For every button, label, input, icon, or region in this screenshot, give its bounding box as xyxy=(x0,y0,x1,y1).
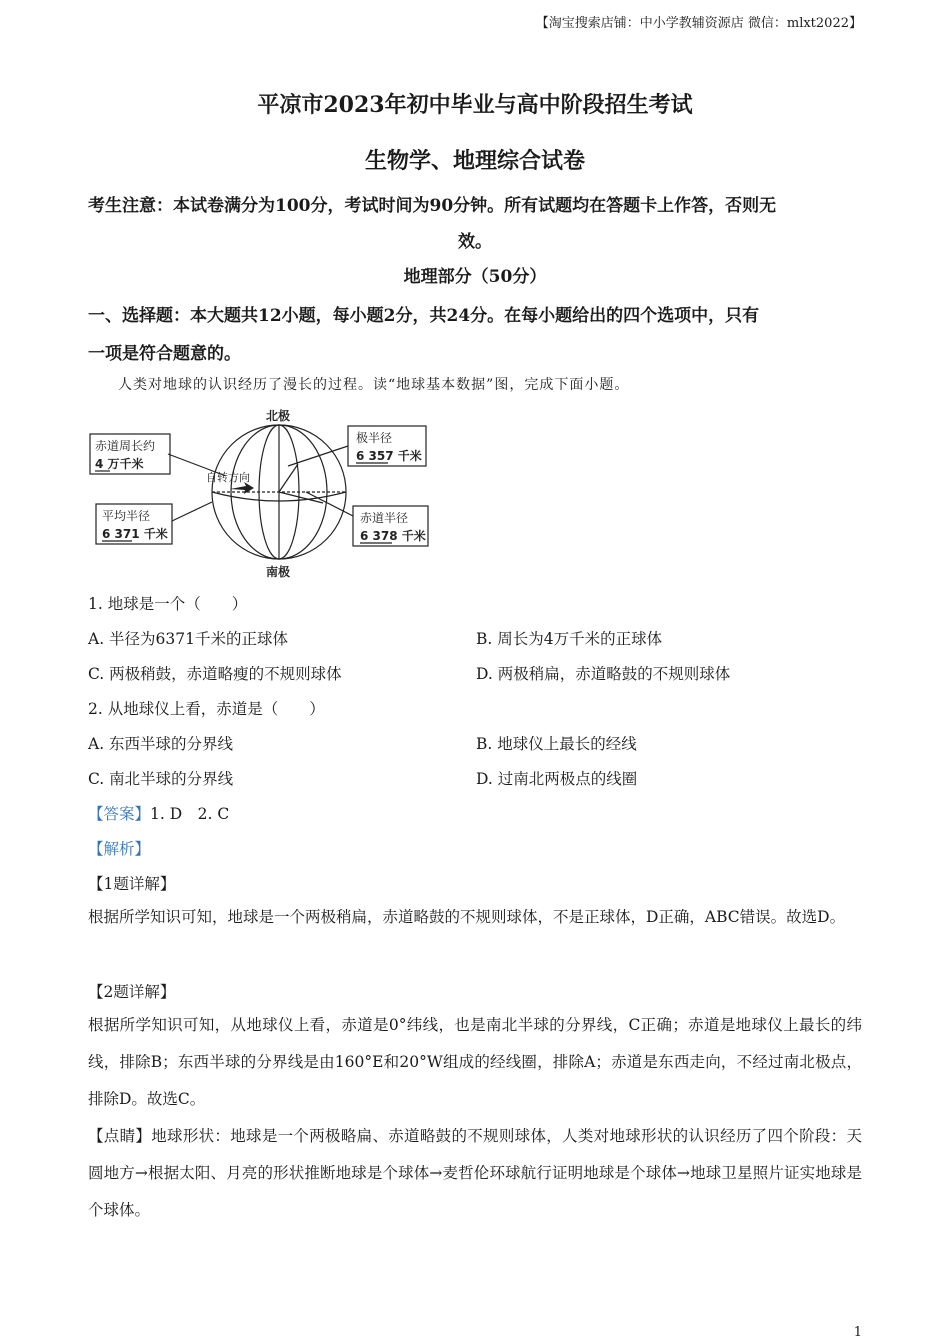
point-text: 地球形状：地球是一个两极略扁、赤道略鼓的不规则球体，人类对地球形状的认识经历了四个阶段：天圆地方→根据太阳、月亮的形状推断地球是个球体→麦哲伦环球航行证明地球是个球体→地球卫星照片证实地球是个球体。 xyxy=(88,1127,862,1219)
section-line-1: 一、选择题：本大题共12小题，每小题2分，共24分。在每小题给出的四个选项中，只有 xyxy=(88,306,760,326)
north-pole-label: 北极 xyxy=(266,409,291,423)
q1-option-d: D. 两极稍扁，赤道略鼓的不规则球体 xyxy=(476,665,731,683)
exam-subtitle: 生物学、地理综合试卷 xyxy=(364,148,585,174)
analysis-tag: 【解析】 xyxy=(88,840,151,858)
south-pole-label: 南极 xyxy=(266,565,291,578)
q1-option-a: A. 半径为6371千米的正球体 xyxy=(88,630,288,648)
box1-line1: 赤道周长约 xyxy=(95,439,156,453)
point-paragraph xyxy=(88,1118,862,1229)
box2-line2: 6 371 千米 xyxy=(102,527,168,541)
notice-line-2: 效。 xyxy=(458,232,492,252)
rotation-label: 自转方向 xyxy=(206,471,250,484)
box4-line1: 赤道半径 xyxy=(360,511,409,525)
section-heading xyxy=(88,297,862,373)
q2-option-c: C. 南北半球的分界线 xyxy=(88,770,234,788)
earth-data-figure xyxy=(88,406,433,578)
q1-option-b: B. 周长为4万千米的正球体 xyxy=(476,630,663,648)
box2-line1: 平均半径 xyxy=(102,509,151,523)
notice-line-1: 考生注意：本试卷满分为100分，考试时间为90分钟。所有试题均在答题卡上作答，否则无 xyxy=(88,196,777,216)
q2-stem: 2. 从地球仪上看，赤道是（ ） xyxy=(88,700,325,718)
q1-option-c: C. 两极稍鼓，赤道略瘦的不规则球体 xyxy=(88,665,342,683)
answer-tag: 【答案】 xyxy=(88,805,151,823)
detail2-tag: 【2题详解】 xyxy=(88,983,176,1001)
detail2-text: 根据所学知识可知，从地球仪上看，赤道是0°纬线，也是南北半球的分界线，C正确；赤道是地球仪上最长的纬线，排除B；东西半球的分界线是由160°E和20°W组成的经线圈，排除A；赤道是东西走向，不经过南北极点，排除D。故选C。 xyxy=(88,1016,862,1108)
page-number: 1 xyxy=(853,1325,862,1340)
box1-line2: 4 万千米 xyxy=(95,457,144,471)
detail1-tag: 【1题详解】 xyxy=(88,875,176,893)
page-header: 【淘宝搜索店铺：中小学教辅资源店 微信：mlxt2022】 xyxy=(535,16,862,31)
q2-option-d: D. 过南北两极点的线圈 xyxy=(476,770,638,788)
exam-title: 平凉市2023年初中毕业与高中阶段招生考试 xyxy=(257,92,693,118)
section-line-2: 一项是符合题意的。 xyxy=(88,344,241,364)
box3-line2: 6 357 千米 xyxy=(356,449,422,463)
point-tag: 【点睛】 xyxy=(88,1127,152,1145)
exam-notice xyxy=(88,188,862,260)
answer-text: 1. D 2. C xyxy=(150,805,230,823)
leader-box2 xyxy=(172,502,212,521)
q2-option-a: A. 东西半球的分界线 xyxy=(88,735,234,753)
q2-option-b: B. 地球仪上最长的经线 xyxy=(476,735,637,753)
question-intro: 人类对地球的认识经历了漫长的过程。读“地球基本数据”图，完成下面小题。 xyxy=(118,377,630,393)
box3-line1: 极半径 xyxy=(356,431,393,445)
answer-line xyxy=(88,802,229,824)
polar-radius-line xyxy=(279,464,298,492)
box4-line2: 6 378 千米 xyxy=(360,529,426,543)
part-title: 地理部分（50分） xyxy=(403,267,547,287)
q1-stem: 1. 地球是一个（ ） xyxy=(88,595,248,613)
detail1-text: 根据所学知识可知，地球是一个两极稍扁，赤道略鼓的不规则球体，不是正球体，D正确，ABC错误。故选D。 xyxy=(88,908,846,926)
